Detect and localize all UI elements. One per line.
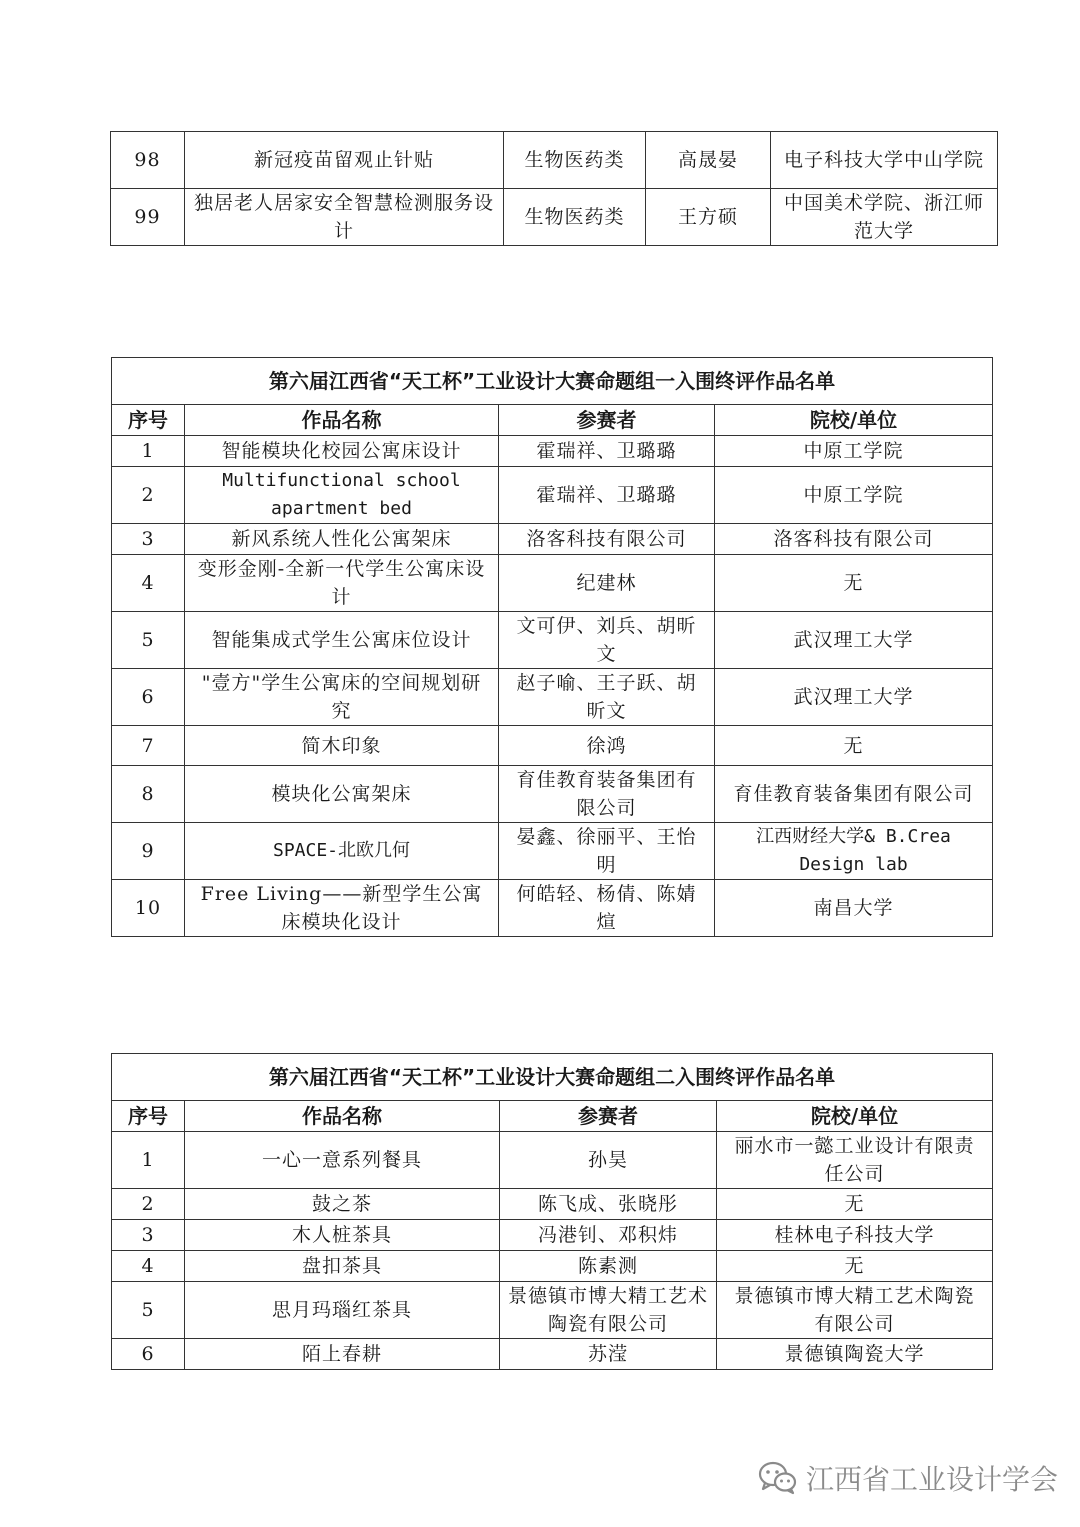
account-watermark xyxy=(758,1458,1058,1498)
table-row xyxy=(112,1339,993,1370)
header-no: 序号 xyxy=(112,405,185,436)
institution: 无 xyxy=(715,726,993,766)
institution: 育佳教育装备集团有限公司 xyxy=(715,766,993,823)
participant: 王方硕 xyxy=(646,189,771,246)
participant: 育佳教育装备集团有限公司 xyxy=(499,766,715,823)
row-number: 4 xyxy=(112,1251,185,1282)
wechat-icon xyxy=(758,1461,798,1495)
table-row xyxy=(112,555,993,612)
institution: 南昌大学 xyxy=(715,880,993,937)
participant: 霍瑞祥、卫璐璐 xyxy=(499,436,715,467)
work-title: 新冠疫苗留观止针贴 xyxy=(185,132,504,189)
participant: 晏鑫、徐丽平、王怡明 xyxy=(499,823,715,880)
row-number: 2 xyxy=(112,467,185,524)
work-title: 鼓之茶 xyxy=(185,1189,500,1220)
participant: 高晟晏 xyxy=(646,132,771,189)
table-title-row xyxy=(112,1054,993,1101)
work-title: 变形金刚-全新一代学生公寓床设计 xyxy=(185,555,499,612)
row-number: 2 xyxy=(112,1189,185,1220)
work-title: 智能模块化校园公寓床设计 xyxy=(185,436,499,467)
institution: 武汉理工大学 xyxy=(715,612,993,669)
table-row xyxy=(112,766,993,823)
row-number: 3 xyxy=(112,524,185,555)
header-title: 作品名称 xyxy=(185,1101,500,1132)
participant: 纪建林 xyxy=(499,555,715,612)
table-row xyxy=(111,189,998,246)
header-title: 作品名称 xyxy=(185,405,499,436)
table-row xyxy=(112,880,993,937)
table-row xyxy=(112,1189,993,1220)
table-row xyxy=(112,1220,993,1251)
work-title: 一心一意系列餐具 xyxy=(185,1132,500,1189)
header-author: 参赛者 xyxy=(500,1101,717,1132)
participant: 文可伊、刘兵、胡昕文 xyxy=(499,612,715,669)
header-org: 院校/单位 xyxy=(717,1101,993,1132)
row-number: 10 xyxy=(112,880,185,937)
institution: 洛客科技有限公司 xyxy=(715,524,993,555)
row-number: 9 xyxy=(112,823,185,880)
table-row xyxy=(112,1132,993,1189)
row-number: 1 xyxy=(112,436,185,467)
row-number: 7 xyxy=(112,726,185,766)
work-title: 简木印象 xyxy=(185,726,499,766)
participant: 徐鸿 xyxy=(499,726,715,766)
row-number: 6 xyxy=(112,1339,185,1370)
row-number: 6 xyxy=(112,669,185,726)
institution: 武汉理工大学 xyxy=(715,669,993,726)
table-row xyxy=(112,612,993,669)
header-no: 序号 xyxy=(112,1101,185,1132)
participant: 赵子喻、王子跃、胡昕文 xyxy=(499,669,715,726)
institution: 景德镇市博大精工艺术陶瓷有限公司 xyxy=(717,1282,993,1339)
table-row xyxy=(112,1282,993,1339)
work-category: 生物医药类 xyxy=(504,132,646,189)
participant: 霍瑞祥、卫璐璐 xyxy=(499,467,715,524)
work-title: SPACE-北欧几何 xyxy=(185,823,499,880)
row-number: 99 xyxy=(111,189,185,246)
work-title: 独居老人居家安全智慧检测服务设计 xyxy=(185,189,504,246)
work-title: 智能集成式学生公寓床位设计 xyxy=(185,612,499,669)
row-number: 8 xyxy=(112,766,185,823)
table-row xyxy=(112,467,993,524)
institution: 无 xyxy=(717,1251,993,1282)
table-row xyxy=(112,726,993,766)
header-org: 院校/单位 xyxy=(715,405,993,436)
row-number: 5 xyxy=(112,612,185,669)
row-number: 4 xyxy=(112,555,185,612)
table-row xyxy=(112,669,993,726)
participant: 洛客科技有限公司 xyxy=(499,524,715,555)
table-header-row xyxy=(112,1101,993,1132)
table-title: 第六届江西省“天工杯”工业设计大赛命题组二入围终评作品名单 xyxy=(112,1054,993,1101)
work-title: 新风系统人性化公寓架床 xyxy=(185,524,499,555)
table-row xyxy=(112,1251,993,1282)
work-title: Multifunctional school apartment bed xyxy=(185,467,499,524)
institution: 景德镇陶瓷大学 xyxy=(717,1339,993,1370)
table-row xyxy=(112,524,993,555)
table-row xyxy=(111,132,998,189)
participant: 陈飞成、张晓彤 xyxy=(500,1189,717,1220)
institution: 中国美术学院、浙江师范大学 xyxy=(771,189,998,246)
work-category: 生物医药类 xyxy=(504,189,646,246)
table-row xyxy=(112,436,993,467)
participant: 何皓轻、杨倩、陈婧煊 xyxy=(499,880,715,937)
table-title-row xyxy=(112,358,993,405)
work-title: 盘扣茶具 xyxy=(185,1251,500,1282)
participant: 陈素测 xyxy=(500,1251,717,1282)
row-number: 98 xyxy=(111,132,185,189)
participant: 景德镇市博大精工艺术陶瓷有限公司 xyxy=(500,1282,717,1339)
institution: 无 xyxy=(715,555,993,612)
institution: 丽水市一懿工业设计有限责任公司 xyxy=(717,1132,993,1189)
institution: 江西财经大学& B.Crea Design lab xyxy=(715,823,993,880)
work-title: 陌上春耕 xyxy=(185,1339,500,1370)
work-title: Free Living——新型学生公寓床模块化设计 xyxy=(185,880,499,937)
continuation-table xyxy=(110,131,998,246)
row-number: 5 xyxy=(112,1282,185,1339)
institution: 中原工学院 xyxy=(715,436,993,467)
participant: 苏滢 xyxy=(500,1339,717,1370)
watermark-text: 江西省工业设计学会 xyxy=(806,1463,1059,1496)
group2-finalist-table xyxy=(111,1053,993,1370)
institution: 桂林电子科技大学 xyxy=(717,1220,993,1251)
row-number: 3 xyxy=(112,1220,185,1251)
work-title: 模块化公寓架床 xyxy=(185,766,499,823)
institution: 中原工学院 xyxy=(715,467,993,524)
row-number: 1 xyxy=(112,1132,185,1189)
work-title: 木人桩茶具 xyxy=(185,1220,500,1251)
institution: 无 xyxy=(717,1189,993,1220)
participant: 孙昊 xyxy=(500,1132,717,1189)
table-header-row xyxy=(112,405,993,436)
table-row xyxy=(112,823,993,880)
work-title: 思月玛瑙红茶具 xyxy=(185,1282,500,1339)
work-title: "壹方"学生公寓床的空间规划研究 xyxy=(185,669,499,726)
institution: 电子科技大学中山学院 xyxy=(771,132,998,189)
group1-finalist-table xyxy=(111,357,993,937)
header-author: 参赛者 xyxy=(499,405,715,436)
table-title: 第六届江西省“天工杯”工业设计大赛命题组一入围终评作品名单 xyxy=(112,358,993,405)
participant: 冯港钊、邓积炜 xyxy=(500,1220,717,1251)
